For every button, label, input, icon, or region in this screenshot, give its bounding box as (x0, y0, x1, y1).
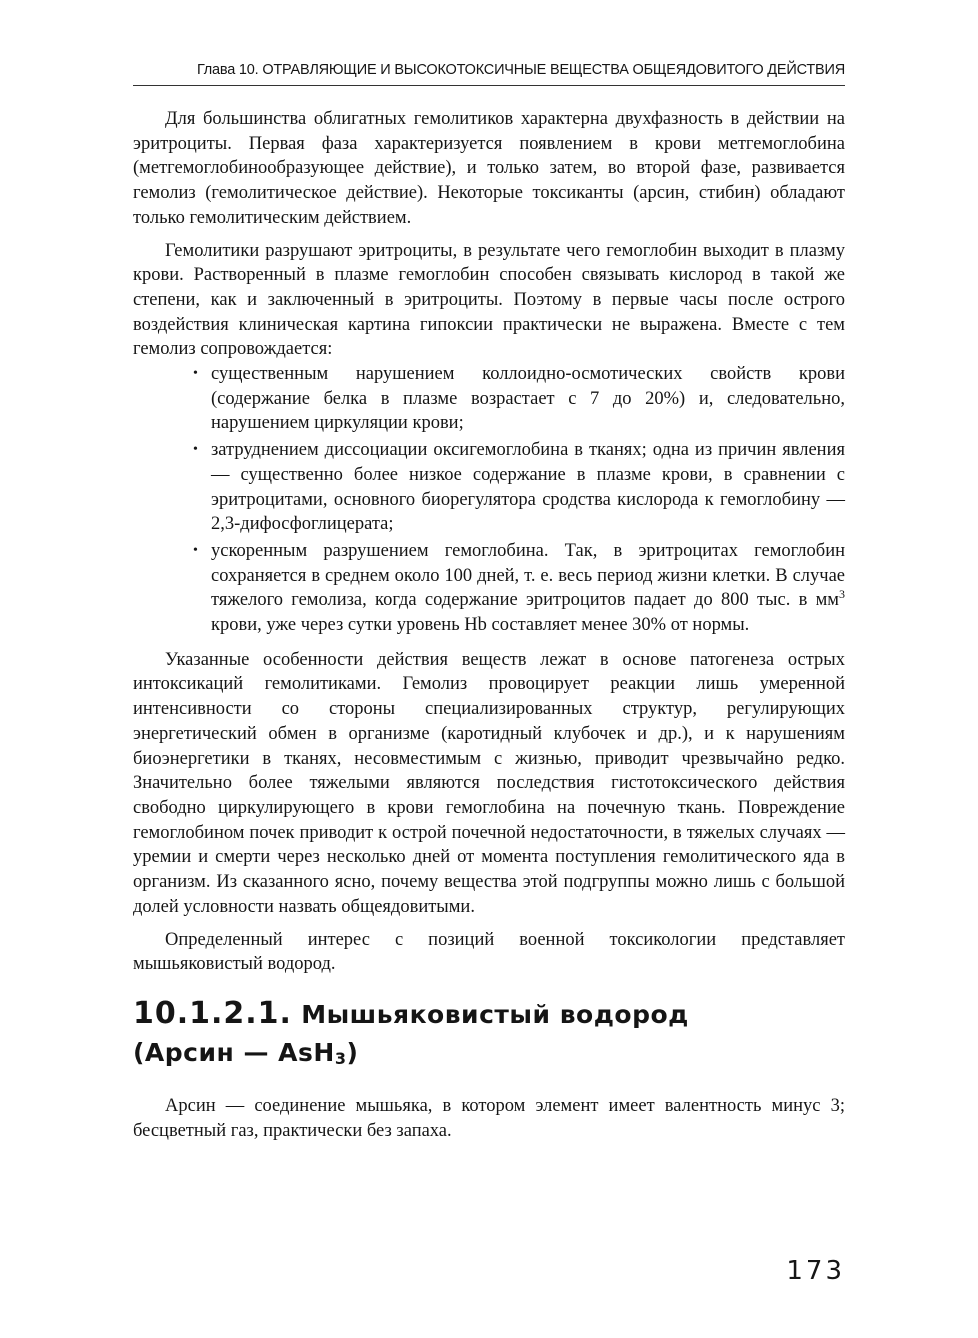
paragraph-5: Арсин — соединение мышьяка, в котором элемент имеет валентность минус 3; бесцветный газ, практически без запаха. (133, 1095, 845, 1141)
bullet-icon: • (193, 542, 198, 558)
paragraph-1: Для большинства облигатных гемолитиков характерна двухфазность в действии на эритроциты. Первая фаза характеризуется появлением в крови метгемоглобина (метгемоглобинообразующее действие), и только затем, во второй фазе, развивается гемолиз (гемолитическое действие). Некоторые токсиканты (арсин, стибин) обладают только гемолитическим действием. (133, 109, 845, 228)
section-title: Мышьяковистый водород (301, 999, 689, 1029)
paragraph-2: Гемолитики разрушают эритроциты, в результате чего гемоглобин выходит в плазму крови. Растворенный в плазме гемоглобин способен связывать кислород в такой же степени, как и заключенный в эритроциты. Поэтому в первые часы после острого воздействия клиническая картина гипоксии практически не выражена. Вместе с тем гемолиз сопровождается: (133, 240, 845, 360)
page-number: 173 (786, 1256, 845, 1286)
section-number: 10.1.2.1. (133, 995, 292, 1031)
list-item-text: ускоренным разрушением гемоглобина. Так, в эритроцитах гемоглобин сохраняется в среднем около 100 дней, т. е. весь период жизни клетки. В случае тяжелого гемолиза, когда содержание эритроцитов падает до 800 тыс. в $мм^3$ крови, уже через сутки уровень Hb составляет менее 30% от нормы. (211, 540, 845, 636)
bullet-list (133, 362, 845, 638)
list-item-text: существенным нарушением коллоидно-осмотических свойств крови (содержание белка в плазме возрастает с 7 до 20%) и, следовательно, нарушением циркуляции крови; (211, 364, 845, 434)
running-header: Глава 10. ОТРАВЛЯЮЩИЕ И ВЫСОКОТОКСИЧНЫЕ ВЕЩЕСТВА ОБЩЕЯДОВИТОГО ДЕЙСТВИЯ (196, 62, 845, 78)
section-title-formula: (Арсин — AsH$_3$) (133, 1037, 359, 1068)
bullet-icon: • (193, 442, 198, 458)
page-body (133, 107, 845, 1143)
list-item-text: затруднением диссоциации оксигемоглобина в тканях; одна из причин явления — существенно более низкое содержание в плазме крови, в сравнении с эритроцитами, основного биорегулятора сродства кислорода к гемоглобину — 2,3-дифосфоглицерата; (211, 440, 845, 535)
paragraph-3: Указанные особенности действия веществ лежат в основе патогенеза острых интоксикаций гемолитиками. Гемолиз провоцирует реакции лишь умеренной интенсивности со стороны специализированных структур, регулирующих энергетический обмен в организме (каротидный клубочек и др.), и к нарушениям биоэнергетики в тканях, несовместимым с жизнью, приводит чрезвычайно редко. Значительно более тяжелыми являются последствия гистотоксического действия свободно циркулирующего в крови гемоглобина на почечную ткань. Повреждение гемоглобином почек приводит к острой почечной недостаточности, в тяжелых случаях — уремии и смерти через несколько дней от момента поступления гемолитического яда в организм. Из сказанного ясно, почему вещества этой подгруппы можно лишь с большой долей условности назвать общеядовитыми. (133, 649, 845, 917)
list-item (193, 362, 845, 436)
bullet-icon: • (193, 366, 198, 382)
header-rule (133, 85, 845, 86)
list-item (193, 539, 845, 638)
list-item (193, 438, 845, 537)
section-heading (133, 995, 845, 1078)
paragraph-4: Определенный интерес с позиций военной токсикологии представляет мышьяковистый водород. (133, 929, 845, 975)
